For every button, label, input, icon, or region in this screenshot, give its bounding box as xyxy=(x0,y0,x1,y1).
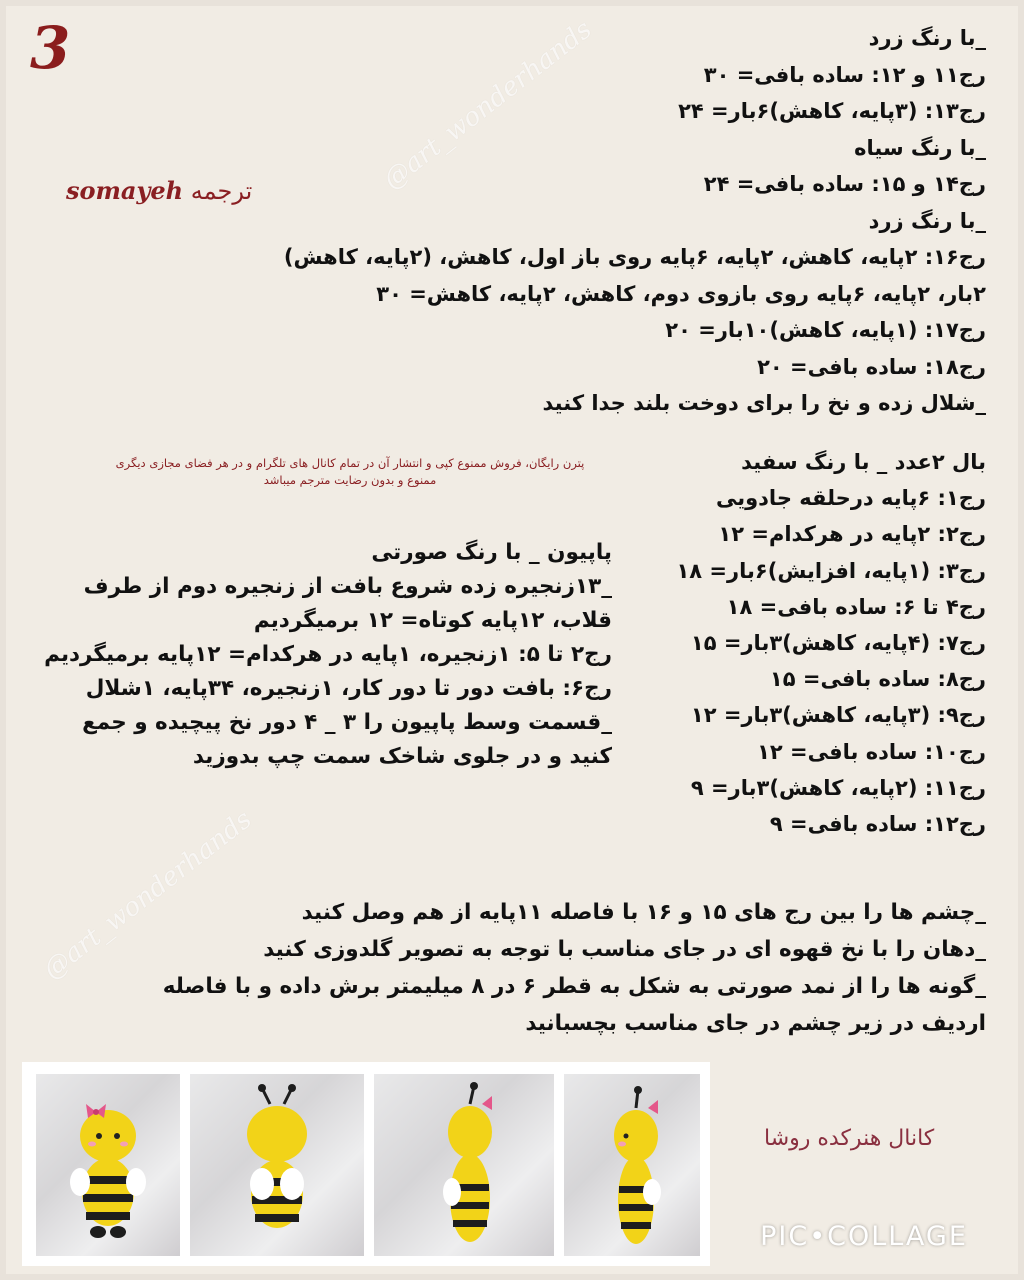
text-line: رج۱۱ و ۱۲: ساده بافی= ۳۰ xyxy=(703,62,986,87)
watermark-top: @art_wonderhands xyxy=(377,14,598,196)
text-line: _با رنگ زرد xyxy=(868,208,986,233)
translator-label: ترجمه xyxy=(190,177,253,205)
text-line: رج۹: (۳پایه، کاهش)۳بار= ۱۲ xyxy=(690,703,986,728)
text-line: _گونه ها را از نمد صورتی به شکل به قطر ۶ در ۸ میلیمتر برش داده و با فاصله xyxy=(162,974,986,999)
wings-title: بال ۲عدد _ با رنگ سفید xyxy=(741,450,986,474)
copyright-line-1: پترن رایگان، فروش ممنوع کپی و انتشار آن در تمام کانال های تلگرام و در هر فضای مجازی دیگری xyxy=(115,456,585,470)
channel-label: کانال هنرکده روشا xyxy=(764,1126,935,1151)
bow-section xyxy=(44,536,612,774)
top-section xyxy=(284,20,986,422)
bee-photo-back xyxy=(190,1074,364,1256)
text-line: رج۱۷: (۱پایه، کاهش)۱۰بار= ۲۰ xyxy=(665,318,986,342)
bee-photo-front xyxy=(36,1074,180,1256)
copyright-notice xyxy=(30,455,670,489)
page-number: 3 xyxy=(30,14,71,82)
copyright-line-2: ممنوع و بدون رضایت مترجم میباشد xyxy=(263,473,437,487)
text-line: رج۱۳: (۳پایه، کاهش)۶بار= ۲۴ xyxy=(678,99,986,123)
translator-credit xyxy=(66,176,252,205)
photo-strip xyxy=(22,1062,710,1266)
text-line: _با رنگ زرد xyxy=(868,26,986,50)
text-line: رج۶: بافت دور تا دور کار، ۱زنجیره، ۳۴پایه، ۱شلال xyxy=(85,676,612,701)
text-line: رج۱۰: ساده بافی= ۱۲ xyxy=(757,739,986,764)
text-line: _با رنگ سیاه xyxy=(854,135,986,160)
text-line: _دهان را با نخ قهوه ای در جای مناسب با توجه به تصویر گلدوزی کنید xyxy=(263,937,986,962)
text-line: _قسمت وسط پاپیون را ۳ _ ۴ دور نخ پیچیده و جمع xyxy=(82,710,612,735)
watermark-bottom: @art_wonderhands xyxy=(37,804,258,986)
text-line: رج۱۸: ساده بافی= ۲۰ xyxy=(757,354,986,379)
text-line: قلاب، ۱۲پایه کوتاه= ۱۲ برمیگردیم xyxy=(253,608,612,633)
text-line: رج۸: ساده بافی= ۱۵ xyxy=(769,667,986,692)
text-line: رج۱۴ و ۱۵: ساده بافی= ۲۴ xyxy=(703,172,986,196)
text-line: رج۴ تا ۶: ساده بافی= ۱۸ xyxy=(726,594,986,619)
wings-section xyxy=(676,444,986,842)
text-line: _شلال زده و نخ را برای دوخت بلند جدا کنید xyxy=(542,391,986,415)
text-line: رج۷: (۴پایه، کاهش)۳بار= ۱۵ xyxy=(690,631,986,656)
text-line: رج۲ تا ۵: ۱زنجیره، ۱پایه در هرکدام= ۱۲پایه برمیگردیم xyxy=(44,642,612,667)
text-line: _چشم ها را بین رج های ۱۵ و ۱۶ با فاصله ۱۱پایه از هم وصل کنید xyxy=(301,900,986,925)
text-line: رج۱۱: (۲پایه، کاهش)۳بار= ۹ xyxy=(690,775,986,800)
text-line: رج۱۲: ساده بافی= ۹ xyxy=(769,812,986,837)
text-line: رج۱: ۶پایه درحلقه جادویی xyxy=(715,486,986,511)
bee-photo-profile xyxy=(564,1074,700,1256)
text-line: رج۳: (۱پایه، افزایش)۶بار= ۱۸ xyxy=(676,558,986,583)
text-line: رج۲: ۲پایه در هرکدام= ۱۲ xyxy=(718,522,986,547)
bee-photo-side xyxy=(374,1074,554,1256)
finishing-section xyxy=(163,894,986,1042)
bow-title: پاپیون _ با رنگ صورتی xyxy=(371,540,612,565)
text-line: اردیف در زیر چشم در جای مناسب بچسبانید xyxy=(525,1011,986,1036)
text-line: کنید و در جلوی شاخک سمت چپ بدوزید xyxy=(192,744,612,769)
text-line: _۱۳زنجیره زده شروع بافت از زنجیره دوم از طرف xyxy=(83,574,612,599)
piccollage-logo: PIC•COLLAGE xyxy=(760,1220,968,1252)
text-line: رج۱۶: ۲پایه، کاهش، ۲پایه، ۶پایه روی باز اول، کاهش، (۲پایه، کاهش) xyxy=(283,245,986,269)
text-line: ۲بار، ۲پایه، ۶پایه روی بازوی دوم، کاهش، ۲پایه، کاهش= ۳۰ xyxy=(376,281,986,306)
translator-name: somayeh xyxy=(66,176,184,205)
